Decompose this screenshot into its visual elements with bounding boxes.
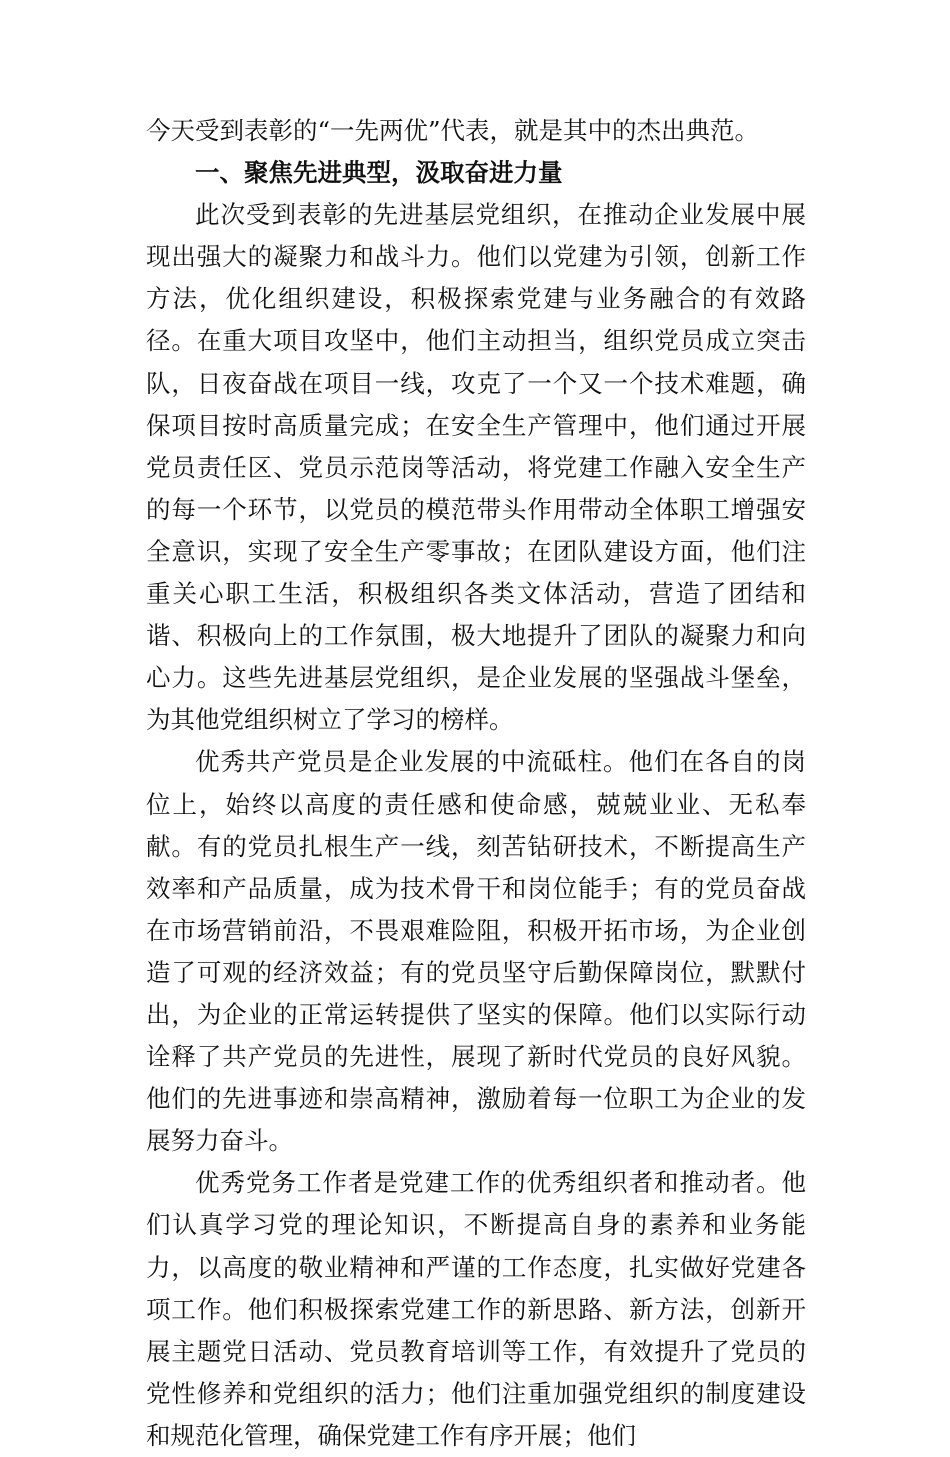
document-body <box>146 110 806 1457</box>
paragraph-advanced-organizations: 此次受到表彰的先进基层党组织，在推动企业发展中展现出强大的凝聚力和战斗力。他们以党建为引领，创新工作方法，优化组织建设，积极探索党建与业务融合的有效路径。在重大项目攻坚中，他们主动担当，组织党员成立突击队，日夜奋战在项目一线，攻克了一个又一个技术难题，确保项目按时高质量完成；在安全生产管理中，他们通过开展党员责任区、党员示范岗等活动，将党建工作融入安全生产的每一个环节，以党员的模范带头作用带动全体职工增强安全意识，实现了安全生产零事故；在团队建设方面，他们注重关心职工生活，积极组织各类文体活动，营造了团结和谐、积极向上的工作氛围，极大地提升了团队的凝聚力和向心力。这些先进基层党组织，是企业发展的坚强战斗堡垒，为其他党组织树立了学习的榜样。 <box>146 200 806 735</box>
paragraph-party-workers: 优秀党务工作者是党建工作的优秀组织者和推动者。他们认真学习党的理论知识，不断提高自身的素养和业务能力，以高度的敬业精神和严谨的工作态度，扎实做好党建各项工作。他们积极探索党建工作的新思路、新方法，创新开展主题党日活动、党员教育培训等工作，有效提升了党员的党性修养和党组织的活力；他们注重加强党组织的制度建设和规范化管理，确保党建工作有序开展；他们 <box>146 1168 806 1450</box>
section-heading: 一、聚焦先进典型，汲取奋进力量 <box>195 158 563 188</box>
paragraph-continuation: 今天受到表彰的“一先两优”代表，就是其中的杰出典范。 <box>146 116 760 145</box>
paragraph-outstanding-members: 优秀共产党员是企业发展的中流砥柱。他们在各自的岗位上，始终以高度的责任感和使命感，兢兢业业、无私奉献。有的党员扎根生产一线，刻苦钻研技术，不断提高生产效率和产品质量，成为技术骨干和岗位能手；有的党员奋战在市场营销前沿，不畏艰难险阻，积极开拓市场，为企业创造了可观的经济效益；有的党员坚守后勤保障岗位，默默付出，为企业的正常运转提供了坚实的保障。他们以实际行动诠释了共产党员的先进性，展现了新时代党员的良好风貌。他们的先进事迹和崇高精神，激励着每一位职工为企业的发展努力奋斗。 <box>146 747 806 1156</box>
